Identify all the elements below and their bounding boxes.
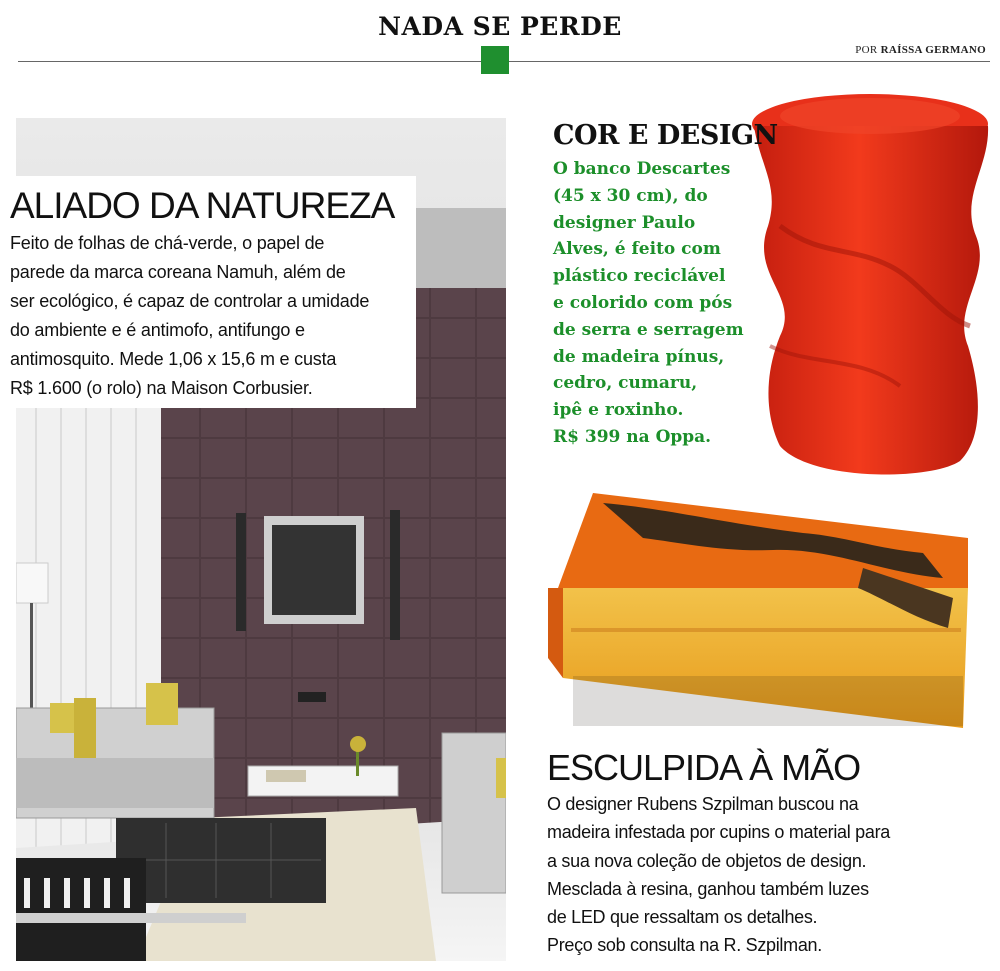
text-line: O designer Rubens Szpilman buscou na bbox=[547, 794, 859, 814]
byline-author: RAÍSSA GERMANO bbox=[880, 44, 986, 56]
text-line: Preço sob consulta na R. Szpilman. bbox=[547, 935, 822, 956]
text-line: designer Paulo bbox=[553, 212, 696, 233]
red-stool-photo bbox=[740, 86, 1000, 486]
text-line: a sua nova coleção de objetos de design. bbox=[547, 850, 867, 871]
aliado-body bbox=[10, 229, 410, 403]
text-line: de serra e serragem bbox=[553, 319, 744, 340]
esculpida-body bbox=[547, 790, 987, 960]
text-line: madeira infestada por cupins o material para bbox=[547, 822, 890, 843]
resin-box-photo bbox=[543, 488, 973, 738]
text-line: Feito de folhas de chá-verde, o papel de bbox=[10, 233, 325, 253]
text-line: de madeira pínus, bbox=[553, 346, 725, 367]
text-line: antimosquito. Mede 1,06 x 15,6 m e custa bbox=[10, 349, 337, 369]
byline bbox=[855, 44, 986, 56]
text-line: e colorido com pós bbox=[553, 292, 733, 313]
cor-design-body bbox=[553, 156, 773, 451]
cor-design-heading: COR E DESIGN bbox=[553, 120, 778, 151]
aliado-heading: ALIADO DA NATUREZA bbox=[10, 185, 395, 226]
text-line: Alves, é feito com bbox=[553, 239, 721, 260]
green-square-marker bbox=[481, 46, 509, 74]
text-line: de LED que ressaltam os detalhes. bbox=[547, 907, 818, 928]
esculpida-heading: ESCULPIDA À MÃO bbox=[547, 747, 861, 788]
text-line: Mesclada à resina, ganhou também luzes bbox=[547, 878, 869, 899]
section-title: NADA SE PERDE bbox=[378, 12, 622, 41]
text-line: ipê e roxinho. bbox=[553, 400, 684, 421]
text-line: cedro, cumaru, bbox=[553, 373, 698, 394]
byline-prefix: POR bbox=[855, 44, 878, 56]
text-line: do ambiente e é antimofo, antifungo e bbox=[10, 320, 305, 340]
text-line: plástico reciclável bbox=[553, 266, 726, 287]
text-line: (45 x 30 cm), do bbox=[553, 185, 708, 206]
text-line: ser ecológico, é capaz de controlar a umidade bbox=[10, 291, 370, 311]
text-line: parede da marca coreana Namuh, além de bbox=[10, 262, 346, 282]
text-line: R$ 1.600 (o rolo) na Maison Corbusier. bbox=[10, 378, 313, 398]
text-line: R$ 399 na Oppa. bbox=[553, 426, 712, 447]
text-line: O banco Descartes bbox=[553, 159, 731, 179]
